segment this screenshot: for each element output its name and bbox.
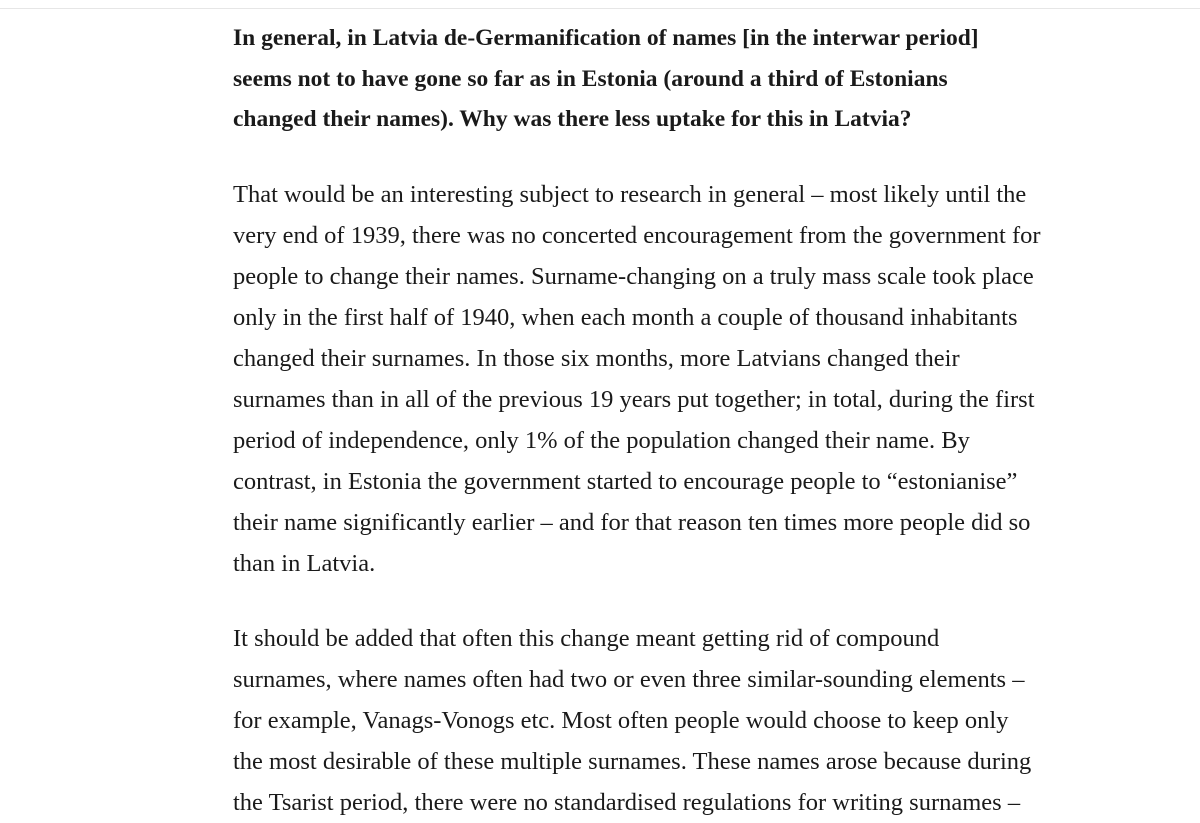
answer-paragraph-1: That would be an interesting subject to research in general – most likely until the very end of 1939, there was no concerted encouragement from the government for people to change their names. Surname-changing on a truly mass scale took place only in the first half of 1940, when each month a couple of thousand inhabitants changed their surnames. In those six months, more Latvians changed their surnames than in all of the previous 19 years put together; in total, during the first period of independence, only 1% of the population changed their name. By contrast, in Estonia the government started to encourage people to “estonianise” their name significantly earlier – and for that reason ten times more people did so than in Latvia.: [233, 181, 1041, 578]
article-body: [233, 18, 1093, 823]
question-text: In general, in Latvia de-Germanification of names [in the interwar period] seems not to have gone so far as in Estonia (around a third of Estonians changed their names). Why was there less uptake for this in Latvia?: [233, 25, 979, 133]
answer-paragraph-2: It should be added that often this change meant getting rid of compound surnames, where names often had two or even three similar-sounding elements – for example, Vanags-Vonogs etc. Most often people would choose to keep only the most desirable of these multiple surnames. These names arose because during the Tsarist period, there were no standardised regulations for writing surnames –: [233, 625, 1032, 817]
top-divider: [0, 8, 1200, 9]
